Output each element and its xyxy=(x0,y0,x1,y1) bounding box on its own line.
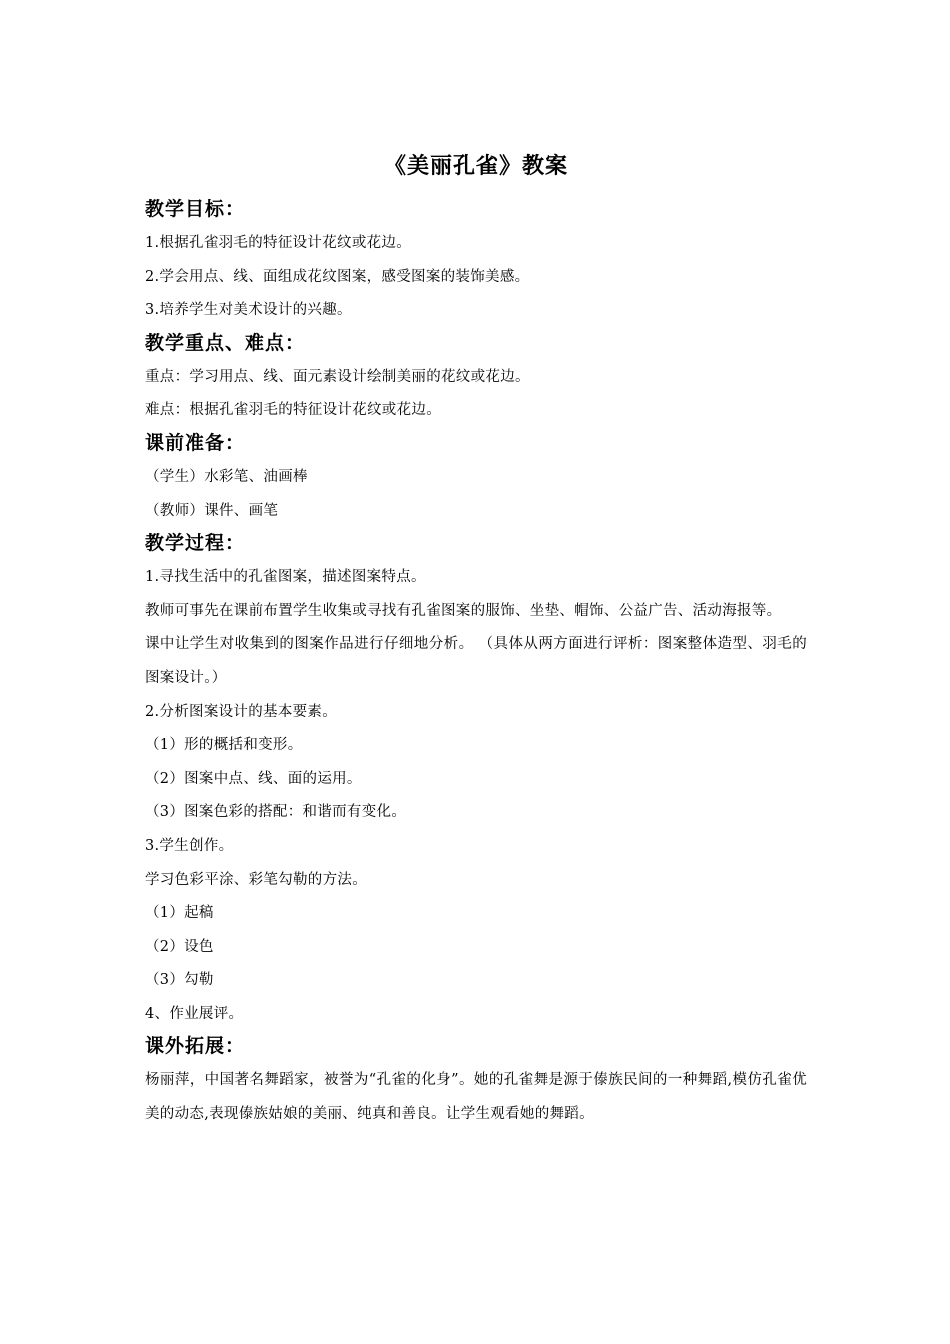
paragraph: （2）图案中点、线、面的运用。 xyxy=(145,770,362,787)
paragraph: 4、作业展评。 xyxy=(145,1005,244,1022)
paragraph: 杨丽萍，中国著名舞蹈家，被誉为“孔雀的化身”。她的孔雀舞是源于傣族民间的一种舞蹈,模仿孔雀优美的动态,表现傣族姑娘的美丽、纯真和善良。让学生观看她的舞蹈。 xyxy=(145,1072,807,1123)
paragraph: 3.培养学生对美术设计的兴趣。 xyxy=(145,302,352,319)
section-teaching-process xyxy=(145,528,807,1031)
document-page xyxy=(145,150,807,1132)
paragraph: 课中让学生对收集到的图案作品进行仔细地分析。 （具体从两方面进行评析：图案整体造型、羽毛的图案设计。） xyxy=(145,636,807,686)
paragraph: （2）设色 xyxy=(145,938,214,955)
section-heading: 课前准备： xyxy=(145,431,246,454)
paragraph: 重点：学习用点、线、面元素设计绘制美丽的花纹或花边。 xyxy=(145,368,530,385)
paragraph: （1）形的概括和变形。 xyxy=(145,737,303,754)
section-heading: 课外拓展： xyxy=(145,1035,246,1058)
section-extension xyxy=(145,1031,807,1131)
paragraph: 教师可事先在课前布置学生收集或寻找有孔雀图案的服饰、坐垫、帽饰、公益广告、活动海报等。 xyxy=(145,602,782,619)
paragraph: 3.学生创作。 xyxy=(145,837,234,854)
section-heading: 教学重点、难点： xyxy=(145,331,306,354)
paragraph: 学习色彩平涂、彩笔勾勒的方法。 xyxy=(145,871,367,888)
section-teaching-goals xyxy=(145,194,807,328)
paragraph: 2.分析图案设计的基本要素。 xyxy=(145,703,338,720)
paragraph: （1）起稿 xyxy=(145,905,214,922)
paragraph: （3）勾勒 xyxy=(145,972,214,989)
section-heading: 教学目标： xyxy=(145,198,246,220)
paragraph: （3）图案色彩的搭配：和谐而有变化。 xyxy=(145,804,407,821)
paragraph: （学生）水彩笔、油画棒 xyxy=(145,468,308,485)
paragraph: 2.学会用点、线、面组成花纹图案，感受图案的装饰美感。 xyxy=(145,268,530,285)
section-preparation xyxy=(145,428,807,528)
section-key-points xyxy=(145,328,807,428)
page-title: 《美丽孔雀》教案 xyxy=(383,154,568,179)
section-heading: 教学过程： xyxy=(145,532,246,555)
paragraph: 1.根据孔雀羽毛的特征设计花纹或花边。 xyxy=(145,235,412,251)
paragraph: 难点：根据孔雀羽毛的特征设计花纹或花边。 xyxy=(145,402,441,419)
paragraph: （教师）课件、画笔 xyxy=(145,502,279,519)
paragraph: 1.寻找生活中的孔雀图案，描述图案特点。 xyxy=(145,569,426,586)
